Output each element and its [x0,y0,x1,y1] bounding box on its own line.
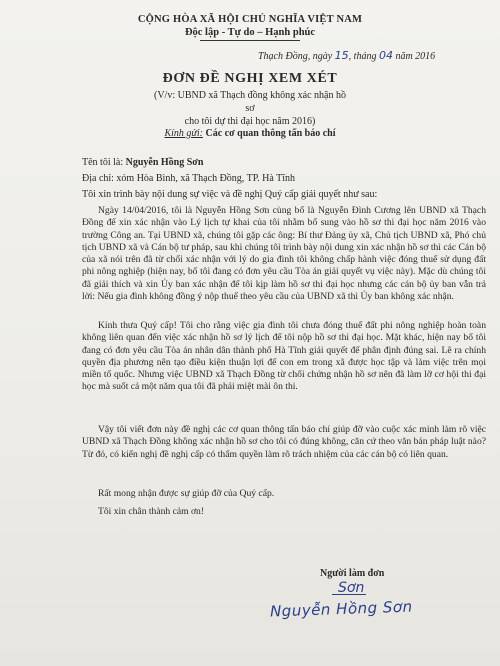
addressee [0,128,500,139]
national-title: CỘNG HÒA XÃ HỘI CHỦ NGHĨA VIỆT NAM [137,14,363,25]
body-paragraph: Rất mong nhận được sự giúp đỡ của Quý cấp. [98,488,275,499]
name-label: Tên tôi là: [82,157,124,168]
date-month: 04 [378,49,393,62]
body-paragraph: Ngày 14/04/2016, tôi là Nguyễn Hồng Sơn cùng bố là Nguyễn Đình Cương lên UBND xã Thạch Đồng để xin xác nhận vào Lý lịch tự khai của tôi nhằm bổ sung vào hồ sơ thi đại học năm 2016 vào trường Công an. Tại UBND xã, chúng tôi gặp các ông: Bí thư Đảng ủy xã, Chủ tịch UBND xã, Phó chủ tịch UBND xã và Cán bộ tư pháp, sau khi chúng tôi trình bày nội dung xin xác nhận hồ sơ thì các Cán bộ của xã nói trên đã từ chối xác nhận với lý do gia đình tôi không chấp hành việc đóng thuế sử dụng đất phi nông nghiệp (hiện nay, bố tôi đang có đơn yêu cầu Tòa án giải quyết vụ việc này). Mặc dù chúng tôi đã giải thích và xin Ủy ban xác nhận để tôi kịp làm hồ sơ thi đại học nhưng các cán bộ ủy ban vẫn trả lời: Nếu gia đình không đồng ý nộp thuế theo yêu cầu của UBND xã thì Ủy ban không xác nhận. [82,205,486,303]
subject-line: (V/v: UBND xã Thạch đồng không xác nhận hồ sơ [153,90,346,114]
addressee-label: Kính gửi: [164,128,203,139]
signer-title: Người làm đơn [320,568,385,579]
place-label: Thạch Đồng, ngày [258,51,333,62]
national-motto: Độc lập - Tự do – Hạnh phúc [184,27,316,38]
intro-line: Tôi xin trình bày nội dung sự việc và đề nghị Quý cấp giải quyết như sau: [82,189,378,200]
document-title: ĐƠN ĐỀ NGHỊ XEM XÉT [162,71,338,86]
body-paragraph: Kính thưa Quý cấp! Tôi cho rằng việc gia đình tôi chưa đóng thuế đất phi nông nghiệp hoàn toàn không liên quan đến việc xác nhận hồ sơ lý lịch để tôi nộp hồ sơ thi đại học. Mặt khác, hiện nay bố tôi đang có đơn yêu cầu Tòa án nhân dân thành phố Hà Tĩnh giải quyết để phân định đúng sai. Lẽ ra chính quyền địa phương nên tạo điều kiện thuận lợi để con em trong xã được học tập và làm việc trên mọi miền tổ quốc. Nhưng việc UBND xã Thạch Đồng từ chối chứng nhận hồ sơ nên đã làm lỡ cơ hội thi đại học mà suốt cả một năm qua tôi đã phải miệt mài ôn thi. [82,320,486,393]
addressee-value: Các cơ quan thông tấn báo chí [205,128,336,139]
name-line [82,157,203,168]
signature-short: Sơn [338,580,365,596]
date-year: năm 2016 [395,51,436,62]
subject [150,89,350,128]
applicant-name: Nguyễn Hồng Sơn [125,157,204,168]
body-paragraph: Vậy tôi viết đơn này đề nghị các cơ quan thông tấn báo chí giúp đỡ vào cuộc xác minh làm rõ việc UBND xã Thạch Đồng không xác nhận hồ sơ cho tôi có đúng không, căn cứ theo văn bản pháp luật nào? Từ đó, có kiến nghị đề nghị cấp có thẩm quyền làm rõ trách nhiệm của các cán bộ có liên quan. [82,424,486,460]
signature-underline [332,594,366,595]
date-day: 15 [334,49,349,62]
body-paragraph: Tôi xin chân thành cảm ơn! [98,506,205,517]
subject-line: cho tôi dự thi đại học năm 2016) [184,116,316,127]
month-label: , tháng [348,51,377,62]
address-line: Địa chỉ: xóm Hòa Bình, xã Thạch Đồng, TP. Hà Tĩnh [82,173,296,184]
place-date [258,49,435,62]
motto-underline [200,40,300,41]
signature-full-name: Nguyễn Hồng Sơn [269,597,413,621]
